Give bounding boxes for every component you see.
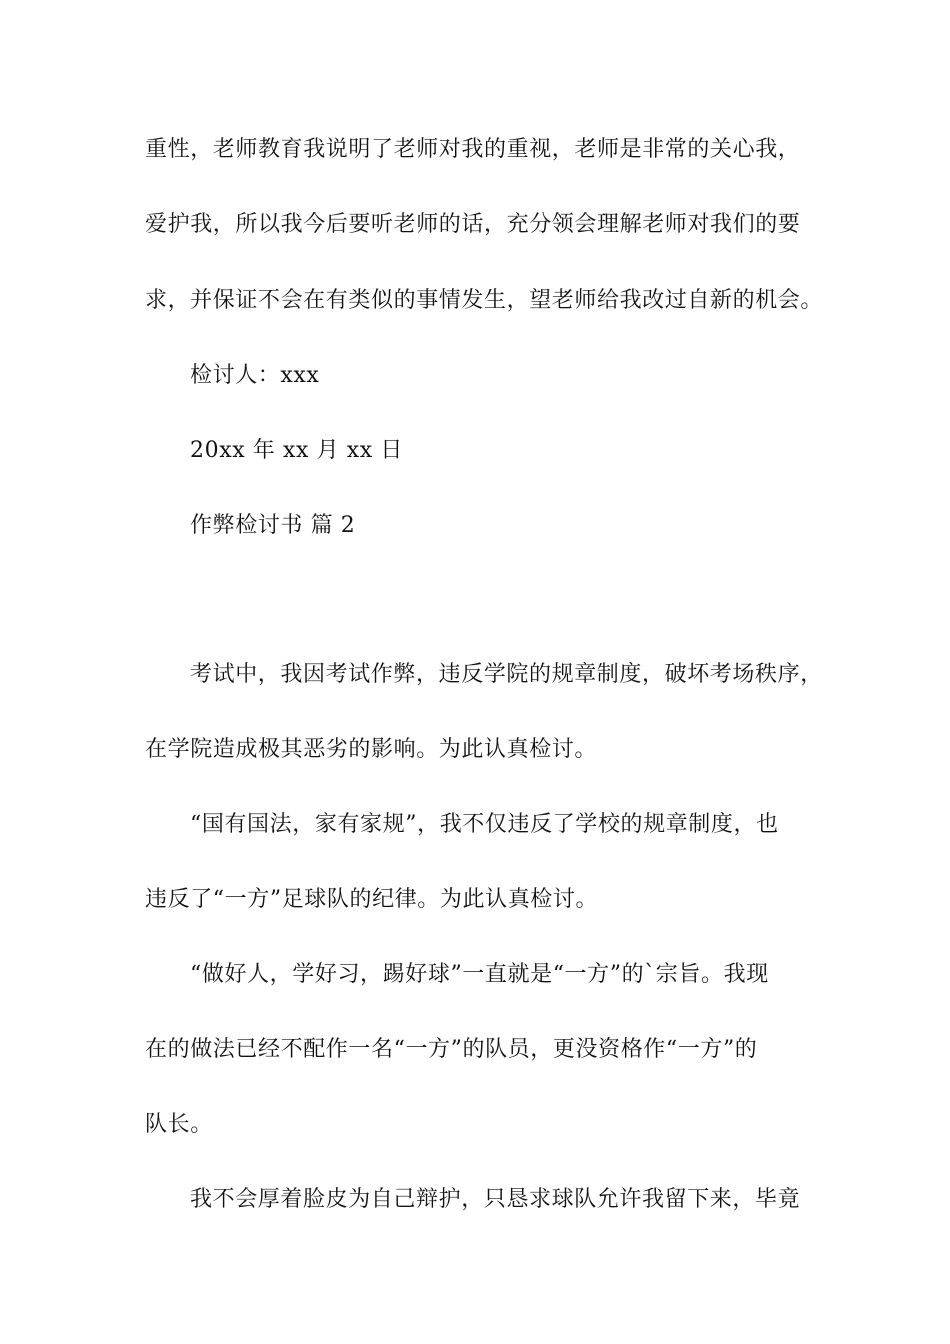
signature-line: 检讨人：xxx <box>190 363 320 388</box>
section-heading: 作弊检讨书 篇 2 <box>190 513 356 538</box>
paragraph-line: 求，并保证不会在有类似的事情发生，望老师给我改过自新的机会。 <box>145 288 824 313</box>
paragraph-line: 考试中，我因考试作弊，违反学院的规章制度，破坏考场秩序， <box>190 662 823 687</box>
paragraph-line: 我不会厚着脸皮为自己辩护，只恳求球队允许我留下来，毕竟 <box>190 1187 801 1212</box>
date-line: 20xx 年 xx 月 xx 日 <box>190 438 404 463</box>
paragraph-line: “国有国法，家有家规”，我不仅违反了学校的规章制度，也 <box>190 812 779 837</box>
paragraph-line: 重性，老师教育我说明了老师对我的重视，老师是非常的关心我， <box>145 137 801 162</box>
paragraph-line: 爱护我，所以我今后要听老师的话，充分领会理解老师对我们的要 <box>145 212 801 237</box>
paragraph-line: 队长。 <box>145 1112 213 1137</box>
paragraph-line: 在学院造成极其恶劣的影响。为此认真检讨。 <box>145 737 598 762</box>
paragraph-line: “做好人，学好习，踢好球”一直就是“一方”的`宗旨。我现 <box>190 962 769 987</box>
paragraph-line: 在的做法已经不配作一名“一方”的队员，更没资格作“一方”的 <box>145 1037 758 1062</box>
paragraph-line: 违反了“一方”足球队的纪律。为此认真检讨。 <box>145 887 599 912</box>
